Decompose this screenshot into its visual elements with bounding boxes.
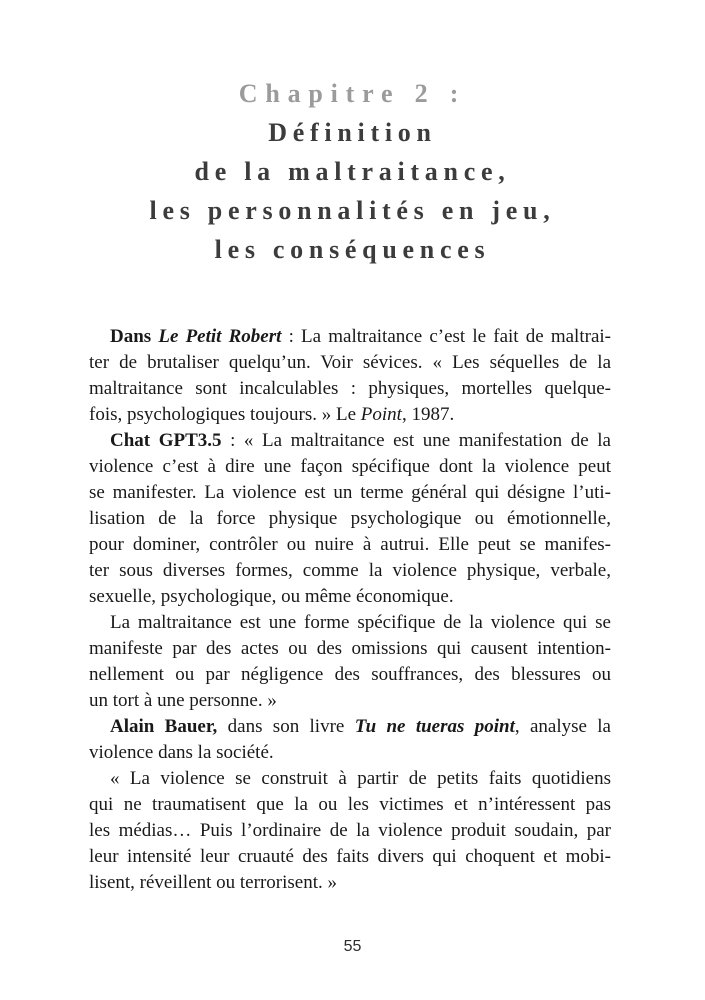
text-segment: qui ne traumatisent que la ou les victimes et n’intéressent pas (89, 794, 611, 815)
text-line (89, 428, 611, 454)
paragraph (89, 766, 611, 896)
text-line (89, 714, 611, 740)
text-segment: sexuelle, psychologique, ou même économique. (89, 586, 454, 607)
text-segment: Tu ne tueras point (354, 716, 515, 737)
text-line (89, 480, 611, 506)
chapter-heading (0, 74, 705, 269)
paragraph (89, 714, 611, 766)
text-segment: Alain Bauer, (110, 716, 218, 737)
text-segment: Point (360, 404, 402, 425)
text-line (89, 324, 611, 350)
text-segment: manifeste par des actes ou des omissions qui causent intention- (89, 638, 611, 659)
text-line (89, 870, 611, 896)
paragraph (89, 428, 611, 610)
chapter-title-line: les personnalités en jeu, (149, 196, 556, 225)
text-line (89, 636, 611, 662)
text-line (89, 688, 611, 714)
text-line (89, 506, 611, 532)
text-segment: , 1987. (401, 404, 455, 425)
text-segment: Le Petit Robert (158, 326, 282, 347)
text-segment: ter sous diverses formes, comme la violence physique, verbale, (89, 560, 611, 581)
chapter-title-line: les conséquences (214, 235, 491, 264)
text-segment: : La maltraitance c’est le fait de maltrai- (281, 326, 611, 347)
text-segment: La maltraitance est une forme spécifique de la violence qui se (110, 612, 611, 633)
text-line (89, 844, 611, 870)
text-segment: : « La maltraitance est une manifestation de la (221, 430, 611, 451)
text-segment: Chat GPT3.5 (110, 430, 222, 451)
text-line (89, 766, 611, 792)
paragraph (89, 324, 611, 428)
text-segment: les médias… Puis l’ordinaire de la violence produit soudain, par (89, 820, 611, 841)
text-segment: Dans (110, 326, 159, 347)
text-line (89, 740, 611, 766)
text-segment: leur intensité leur cruauté des faits divers qui choquent et mobi- (89, 846, 611, 867)
text-line (89, 532, 611, 558)
text-segment: dans son livre (217, 716, 355, 737)
paragraph (89, 610, 611, 714)
text-line (89, 792, 611, 818)
body-text (89, 324, 611, 896)
text-segment: nellement ou par négligence des souffrances, des blessures ou (89, 664, 611, 685)
text-segment: lisation de la force physique psychologique ou émotionnelle, (89, 508, 611, 529)
text-segment: maltraitance sont incalculables : physiques, mortelles quelque- (89, 378, 611, 399)
chapter-title-line: Définition (268, 118, 437, 147)
text-segment: fois, psychologiques toujours. » Le (89, 404, 361, 425)
text-line (89, 402, 611, 428)
text-segment: « La violence se construit à partir de petits faits quotidiens (110, 768, 611, 789)
text-line (89, 454, 611, 480)
text-segment: , analyse la (514, 716, 611, 737)
text-line (89, 584, 611, 610)
page-number: 55 (343, 938, 362, 955)
text-segment: pour dominer, contrôler ou nuire à autrui. Elle peut se manifes- (89, 534, 611, 555)
chapter-title-line: de la maltraitance, (194, 157, 511, 186)
page-footer (0, 938, 705, 956)
text-line (89, 662, 611, 688)
text-line (89, 376, 611, 402)
text-line (89, 350, 611, 376)
text-segment: se manifester. La violence est un terme général qui désigne l’uti- (89, 482, 611, 503)
text-line (89, 818, 611, 844)
text-segment: un tort à une personne. » (89, 690, 277, 711)
text-segment: ter de brutaliser quelqu’un. Voir sévices. « Les séquelles de la (89, 352, 611, 373)
text-segment: violence c’est à dire une façon spécifique dont la violence peut (89, 456, 611, 477)
chapter-kicker: Chapitre 2 : (238, 79, 467, 108)
text-segment: lisent, réveillent ou terrorisent. » (89, 872, 337, 893)
chapter-title (0, 113, 705, 269)
text-line (89, 610, 611, 636)
text-segment: violence dans la société. (89, 742, 274, 763)
text-line (89, 558, 611, 584)
